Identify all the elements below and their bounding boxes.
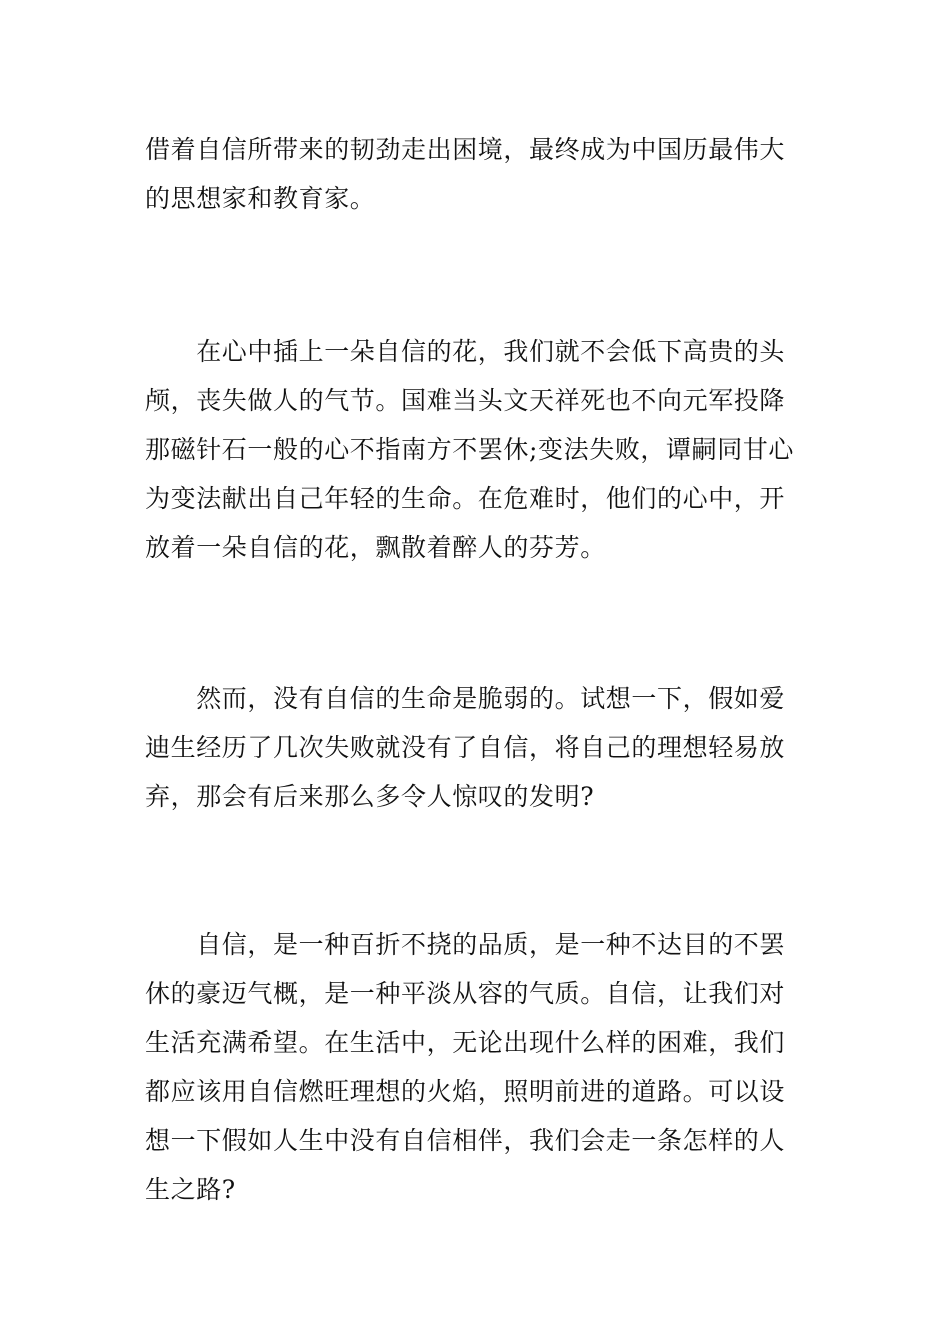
paragraph-line: 放着一朵自信的花，飘散着醉人的芬芳。 xyxy=(145,533,606,562)
paragraph-line: 在心中插上一朵自信的花，我们就不会低下高贵的头 xyxy=(145,337,786,366)
paragraph-line: 那磁针石一般的心不指南方不罢休;变法失败，谭嗣同甘心 xyxy=(145,435,795,464)
paragraph-line: 然而，没有自信的生命是脆弱的。试想一下，假如爱 xyxy=(145,684,786,713)
paragraph-line: 生活充满希望。在生活中，无论出现什么样的困难，我们 xyxy=(145,1028,786,1057)
paragraph-line: 借着自信所带来的韧劲走出困境，最终成为中国历最伟大 xyxy=(145,135,786,164)
paragraph-line: 的思想家和教育家。 xyxy=(145,184,376,213)
paragraph-line: 生之路? xyxy=(145,1175,236,1204)
paragraph-line: 休的豪迈气概，是一种平淡从容的气质。自信，让我们对 xyxy=(145,979,786,1008)
paragraph-line: 自信，是一种百折不挠的品质，是一种不达目的不罢 xyxy=(145,930,786,959)
paragraph-4 xyxy=(145,920,807,1214)
paragraph-1 xyxy=(145,125,807,223)
paragraph-line: 弃，那会有后来那么多令人惊叹的发明? xyxy=(145,782,595,811)
paragraph-line: 迪生经历了几次失败就没有了自信，将自己的理想轻易放 xyxy=(145,733,786,762)
paragraph-3 xyxy=(145,674,807,821)
paragraph-line: 想一下假如人生中没有自信相伴，我们会走一条怎样的人 xyxy=(145,1126,786,1155)
paragraph-line: 为变法献出自己年轻的生命。在危难时，他们的心中，开 xyxy=(145,484,786,513)
paragraph-line: 都应该用自信燃旺理想的火焰，照明前进的道路。可以设 xyxy=(145,1077,786,1106)
paragraph-2 xyxy=(145,327,807,572)
paragraph-line: 颅，丧失做人的气节。国难当头文天祥死也不向元军投降 xyxy=(145,386,786,415)
